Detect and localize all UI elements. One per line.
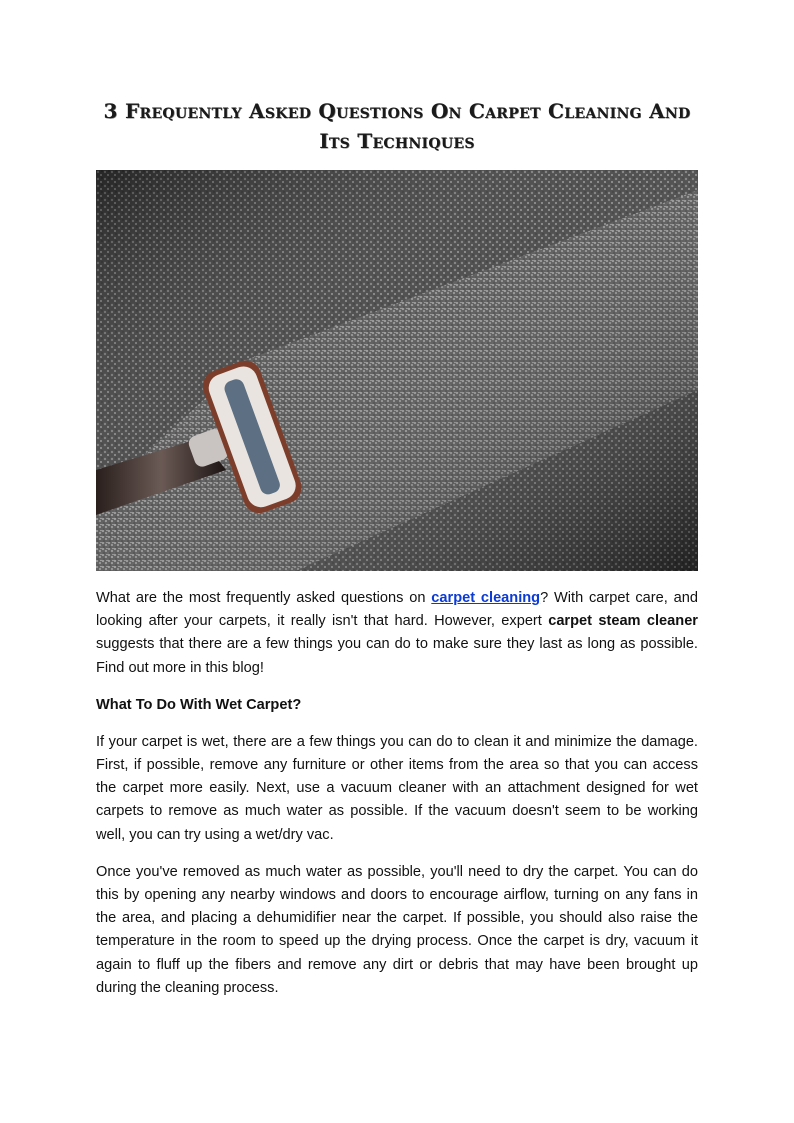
document-page <box>96 96 698 1000</box>
section-heading-wet-carpet: What To Do With Wet Carpet? <box>96 696 302 713</box>
hero-image <box>96 170 698 571</box>
carpet-steam-cleaner-text: carpet steam cleaner <box>548 613 698 630</box>
wet-carpet-paragraph-2: Once you've removed as much water as possible, you'll need to dry the carpet. You can do this by opening any nearby windows and doors to encourage airflow, turning on any fans in the area, and placing a dehumidifier near the carpet. If possible, you should also raise the temperature in the room to speed up the drying process. Once the carpet is dry, vacuum it again to fluff up the fibers and remove any dirt or debris that may have been brought up during the cleaning process. <box>96 863 698 996</box>
intro-paragraph: What are the most frequently asked questions on carpet cleaning? With carpet care, and looking after your carpets, it really isn't that hard. However, expert carpet steam cleaner suggests that there are a few things you can do to make sure they last as long as possible. Find out more in this blog! <box>96 590 698 676</box>
wet-carpet-paragraph-1: If your carpet is wet, there are a few things you can do to clean it and minimize the damage. First, if possible, remove any furniture or other items from the area so that you can access the carpet more easily. Next, use a vacuum cleaner with an attachment designed for wet carpets to remove as much water as possible. If the vacuum doesn't seem to be working well, you can try using a wet/dry vac. <box>96 733 698 843</box>
carpet-cleaning-link[interactable]: carpet cleaning <box>431 590 541 606</box>
page-title: 3 Frequently Asked Questions On Carpet Cleaning And Its Techniques <box>103 99 691 153</box>
